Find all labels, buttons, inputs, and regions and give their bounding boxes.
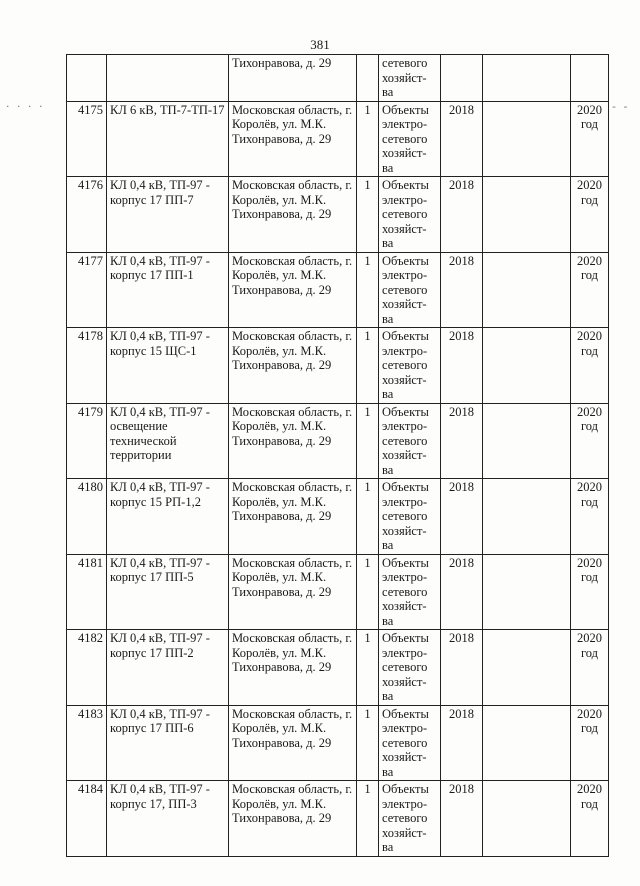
page-number: 381 <box>310 37 330 52</box>
cell-due: 2020 год <box>571 705 609 781</box>
cell-extra <box>483 177 571 253</box>
cell-name: КЛ 0,4 кВ, ТП-97 - освещение технической территории <box>107 403 229 479</box>
cell-due: 2020 год <box>571 101 609 177</box>
cell-qty: 1 <box>357 630 379 706</box>
cell-category: Объекты электро-сетевого хозяйст-ва <box>379 252 441 328</box>
cell-due: 2020 год <box>571 554 609 630</box>
cell-due: 2020 год <box>571 781 609 857</box>
table-row <box>67 177 609 253</box>
cell-category: Объекты электро-сетевого хозяйст-ва <box>379 479 441 555</box>
table-row <box>67 252 609 328</box>
cell-due: 2020 год <box>571 252 609 328</box>
cell-address: Московская область, г. Королёв, ул. М.К. Тихонравова, д. 29 <box>229 252 357 328</box>
cell-qty: 1 <box>357 101 379 177</box>
cell-qty: 1 <box>357 705 379 781</box>
cell-qty: 1 <box>357 479 379 555</box>
cell-qty: 1 <box>357 252 379 328</box>
table-row <box>67 328 609 404</box>
cell-name <box>107 55 229 102</box>
table-row-continued <box>67 55 609 102</box>
cell-address: Московская область, г. Королёв, ул. М.К. Тихонравова, д. 29 <box>229 177 357 253</box>
cell-name: КЛ 0,4 кВ, ТП-97 - корпус 15 ЩС-1 <box>107 328 229 404</box>
cell-extra <box>483 101 571 177</box>
table-row <box>67 630 609 706</box>
cell-address: Московская область, г. Королёв, ул. М.К. Тихонравова, д. 29 <box>229 403 357 479</box>
cell-category: Объекты электро-сетевого хозяйст-ва <box>379 101 441 177</box>
cell-qty <box>357 55 379 102</box>
cell-num: 4175 <box>67 101 107 177</box>
cell-category: сетевого хозяйст-ва <box>379 55 441 102</box>
cell-year: 2018 <box>441 177 483 253</box>
cell-name: КЛ 0,4 кВ, ТП-97 - корпус 17 ПП-5 <box>107 554 229 630</box>
cell-year <box>441 55 483 102</box>
cell-due: 2020 год <box>571 177 609 253</box>
cell-category: Объекты электро-сетевого хозяйст-ва <box>379 403 441 479</box>
table-row <box>67 101 609 177</box>
cell-num: 4182 <box>67 630 107 706</box>
cell-extra <box>483 252 571 328</box>
cell-name: КЛ 6 кВ, ТП-7-ТП-17 <box>107 101 229 177</box>
cell-due: 2020 год <box>571 479 609 555</box>
cell-category: Объекты электро-сетевого хозяйст-ва <box>379 554 441 630</box>
table-row <box>67 705 609 781</box>
cell-num <box>67 55 107 102</box>
cell-address: Московская область, г. Королёв, ул. М.К. Тихонравова, д. 29 <box>229 328 357 404</box>
cell-name: КЛ 0,4 кВ, ТП-97 - корпус 17 ПП-6 <box>107 705 229 781</box>
table-row <box>67 781 609 857</box>
cell-qty: 1 <box>357 781 379 857</box>
cell-year: 2018 <box>441 630 483 706</box>
cell-extra <box>483 705 571 781</box>
cell-extra <box>483 781 571 857</box>
register-table <box>66 54 609 857</box>
cell-num: 4176 <box>67 177 107 253</box>
cell-category: Объекты электро-сетевого хозяйст-ва <box>379 705 441 781</box>
cell-extra <box>483 554 571 630</box>
cell-due <box>571 55 609 102</box>
cell-qty: 1 <box>357 177 379 253</box>
cell-year: 2018 <box>441 328 483 404</box>
cell-extra <box>483 630 571 706</box>
cell-extra <box>483 403 571 479</box>
cell-category: Объекты электро-сетевого хозяйст-ва <box>379 177 441 253</box>
cell-qty: 1 <box>357 328 379 404</box>
cell-due: 2020 год <box>571 403 609 479</box>
cell-address: Московская область, г. Королёв, ул. М.К. Тихонравова, д. 29 <box>229 479 357 555</box>
cell-year: 2018 <box>441 479 483 555</box>
cell-extra <box>483 55 571 102</box>
cell-qty: 1 <box>357 554 379 630</box>
cell-num: 4178 <box>67 328 107 404</box>
cell-name: КЛ 0,4 кВ, ТП-97 - корпус 17 ПП-1 <box>107 252 229 328</box>
cell-year: 2018 <box>441 781 483 857</box>
table-row <box>67 479 609 555</box>
cell-num: 4180 <box>67 479 107 555</box>
cell-num: 4177 <box>67 252 107 328</box>
cell-year: 2018 <box>441 101 483 177</box>
cell-num: 4183 <box>67 705 107 781</box>
cell-year: 2018 <box>441 705 483 781</box>
cell-address: Московская область, г. Королёв, ул. М.К. Тихонравова, д. 29 <box>229 554 357 630</box>
cell-due: 2020 год <box>571 630 609 706</box>
table-row <box>67 403 609 479</box>
cell-year: 2018 <box>441 554 483 630</box>
margin-scribble-right: - - <box>612 100 630 113</box>
cell-num: 4184 <box>67 781 107 857</box>
cell-num: 4181 <box>67 554 107 630</box>
cell-extra <box>483 479 571 555</box>
cell-name: КЛ 0,4 кВ, ТП-97 - корпус 17, ПП-3 <box>107 781 229 857</box>
table-row <box>67 554 609 630</box>
cell-address: Тихонравова, д. 29 <box>229 55 357 102</box>
cell-address: Московская область, г. Королёв, ул. М.К. Тихонравова, д. 29 <box>229 101 357 177</box>
cell-address: Московская область, г. Королёв, ул. М.К. Тихонравова, д. 29 <box>229 630 357 706</box>
cell-category: Объекты электро-сетевого хозяйст-ва <box>379 781 441 857</box>
cell-due: 2020 год <box>571 328 609 404</box>
margin-scribble-left: · · · · <box>6 100 45 113</box>
cell-category: Объекты электро-сетевого хозяйст-ва <box>379 328 441 404</box>
cell-extra <box>483 328 571 404</box>
cell-num: 4179 <box>67 403 107 479</box>
cell-address: Московская область, г. Королёв, ул. М.К. Тихонравова, д. 29 <box>229 781 357 857</box>
cell-name: КЛ 0,4 кВ, ТП-97 - корпус 15 РП-1,2 <box>107 479 229 555</box>
cell-year: 2018 <box>441 252 483 328</box>
cell-name: КЛ 0,4 кВ, ТП-97 - корпус 17 ПП-2 <box>107 630 229 706</box>
cell-address: Московская область, г. Королёв, ул. М.К. Тихонравова, д. 29 <box>229 705 357 781</box>
cell-category: Объекты электро-сетевого хозяйст-ва <box>379 630 441 706</box>
cell-qty: 1 <box>357 403 379 479</box>
cell-year: 2018 <box>441 403 483 479</box>
cell-name: КЛ 0,4 кВ, ТП-97 - корпус 17 ПП-7 <box>107 177 229 253</box>
